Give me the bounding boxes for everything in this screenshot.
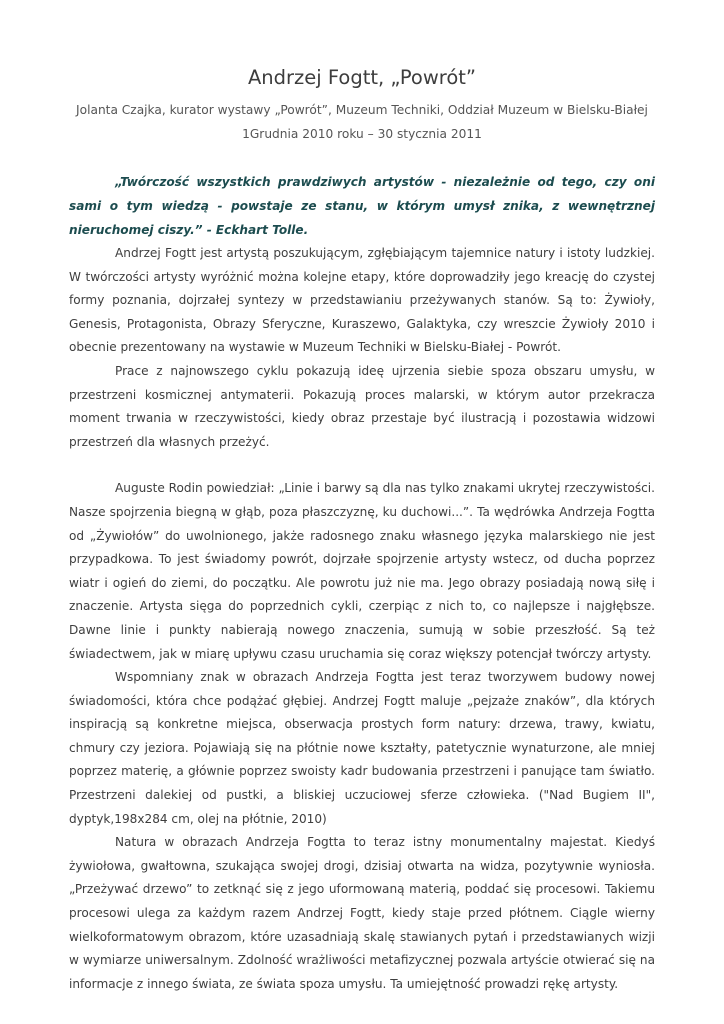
subtitle-date-line: 1Grudnia 2010 roku – 30 stycznia 2011: [242, 127, 482, 141]
paragraph: Prace z najnowszego cyklu pokazują ideę ujrzenia siebie spoza obszaru umysłu, w przestrzeni kosmicznej antymaterii. Pokazują proces malarski, w którym autor przekracza moment trwania w rzeczywistości, kiedy obraz przestaje być ilustracją i pozostawia widzowi przestrzeń dla własnych przeżyć.: [69, 363, 655, 449]
epigraph-quote: „Twórczość wszystkich prawdziwych artystów - niezależnie od tego, czy oni sami o tym wiedzą - powstaje ze stanu, w którym umysł znika, z wewnętrznej nieruchomej ciszy.” - Eckhart Tolle.: [69, 175, 655, 237]
subtitle-author-line: Jolanta Czajka, kurator wystawy „Powrót”, Muzeum Techniki, Oddział Muzeum w Bielsku-Białej: [76, 103, 648, 117]
paragraph-spacer: [69, 454, 655, 477]
paragraph: Natura w obrazach Andrzeja Fogtta to teraz istny monumentalny majestat. Kiedyś żywiołowa, gwałtowna, szukająca swojej drogi, dzisiaj otwarta na widza, pozytywnie wyniosła. „Przeżywać drzewo” to zetknąć się z jego uformowaną materią, poddać się procesowi. Takiemu procesowi ulega za każdym razem Andrzej Fogtt, kiedy staje przed płótnem. Ciągle wierny wielkoformatowym obrazom, które uzasadniają skalę stawianych pytań i przedstawianych wizji w wymiarze uniwersalnym. Zdolność wrażliwości metafizycznej pozwala artyście otwierać się na informacje z innego świata, ze świata spoza umysłu. Ta umiejętność prowadzi rękę artysty.: [69, 835, 655, 991]
paragraph: Wspomniany znak w obrazach Andrzeja Fogtta jest teraz tworzywem budowy nowej świadomości, która chce podążać głębiej. Andrzej Fogtt maluje „pejzaże znaków”, dla których inspiracją są konkretne miejsca, obserwacja prostych form natury: drzewa, trawy, kwiatu, chmury czy jeziora. Pojawiają się na płótnie nowe kształty, patetycznie wynaturzone, ale mniej poprzez materię, a głównie poprzez swoisty kadr budowania przestrzeni i panujące tam światło. Przestrzeni dalekiej od pustki, a bliskiej uczuciowej sferze człowieka. ("Nad Bugiem II", dyptyk,198x284 cm, olej na płótnie, 2010): [69, 670, 655, 826]
paragraph: Auguste Rodin powiedział: „Linie i barwy są dla nas tylko znakami ukrytej rzeczywistości. Nasze spojrzenia biegną w głąb, poza płaszczyznę, ku duchowi...”. Ta wędrówka Andrzeja Fogtta od „Żywiołów” do uwolnionego, jakże radosnego znaku własnego języka malarskiego nie jest przypadkowa. To jest świadomy powrót, dojrzałe spojrzenie artysty wstecz, od ducha poprzez wiatr i ogień do ziemi, do początku. Ale powrotu już nie ma. Jego obrazy posiadają nową siłę i znaczenie. Artysta sięga do poprzednich cykli, czerpiąc z nich to, co najlepsze i najgłębsze. Dawne linie i punkty nabierają nowego znaczenia, sumują w sobie przeszłość. Są też świadectwem, jak w miarę upływu czasu uruchamia się coraz większy potencjał twórczy artysty.: [69, 481, 655, 661]
paragraph: Andrzej Fogtt jest artystą poszukującym, zgłębiającym tajemnice natury i istoty ludzkiej. W twórczości artysty wyróżnić można kolejne etapy, które doprowadziły jego kreację do czystej formy poznania, dojrzałej syntezy w przedstawianiu przeżywanych stanów. Są to: Żywioły, Genesis, Protagonista, Obrazy Sferyczne, Kuraszewo, Galaktyka, czy wreszcie Żywioły 2010 i obecnie prezentowany na wystawie w Muzeum Techniki w Bielsku-Białej - Powrót.: [69, 246, 655, 355]
document-subtitle: [69, 98, 655, 146]
document-title: Andrzej Fogtt, „Powrót”: [247, 66, 477, 89]
